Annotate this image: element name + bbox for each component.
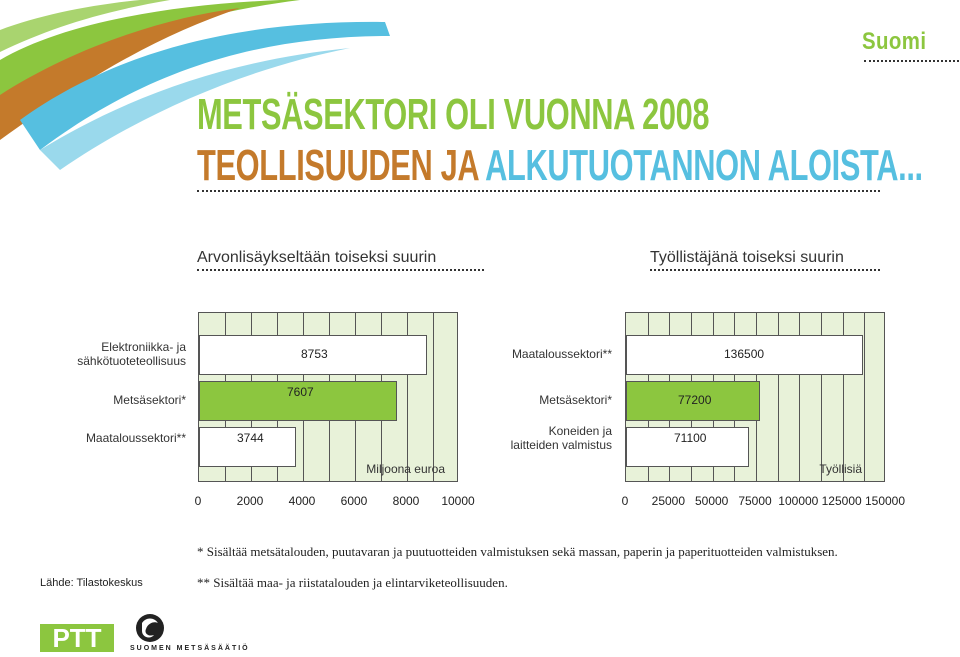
- foundation-logo-text: SUOMEN METSÄSÄÄTIÖ: [130, 645, 250, 652]
- chart-plot-area: [625, 312, 885, 482]
- title-underline: [197, 190, 880, 192]
- title-line-2-part-2: ALKUTUOTANNON ALOISTA...: [485, 141, 923, 190]
- tick-label: 0: [621, 494, 629, 508]
- tick-label: 4000: [288, 494, 316, 508]
- chart-2-title-underline: [650, 269, 880, 271]
- category-label: [0, 340, 186, 368]
- tick-label: 125000: [821, 494, 862, 508]
- category-label-line: Metsäsektori*: [539, 393, 612, 407]
- gridline: [864, 313, 865, 481]
- ptt-logo-text: PTT: [52, 623, 102, 653]
- bar-value-label: 3744: [237, 431, 264, 445]
- tick-label: 75000: [738, 494, 772, 508]
- tick-label: 150000: [864, 494, 906, 508]
- category-label: [412, 393, 612, 407]
- category-label: [412, 347, 612, 361]
- footnote-2: ** Sisältää maa- ja riistatalouden ja elintarviketeollisuuden.: [197, 575, 508, 590]
- chart-2-title: Työllistäjänä toiseksi suurin: [650, 249, 844, 266]
- category-label-line: Maataloussektori**: [511, 347, 612, 361]
- bar-value-label: 7607: [287, 385, 314, 399]
- title-line-1: METSÄSEKTORI OLI VUONNA 2008: [197, 90, 710, 139]
- tick-label: 100000: [778, 494, 819, 508]
- bar-value-label: 136500: [724, 347, 765, 361]
- chart-1-title: Arvonlisäykseltään toiseksi suurin: [197, 249, 437, 266]
- category-label-line: Koneiden ja: [548, 424, 612, 438]
- country-label: Suomi: [862, 28, 927, 55]
- bar-value-label: 77200: [678, 393, 712, 407]
- category-label-line: laitteiden valmistus: [510, 438, 612, 452]
- footnote-1: * Sisältää metsätalouden, puutavaran ja puutuotteiden valmistuksen sekä massan, paperin ja paperituotteiden valmistuksen.: [197, 544, 838, 559]
- source-label: Lähde: Tilastokeskus: [40, 577, 143, 589]
- category-label: [0, 431, 186, 445]
- category-label: [0, 393, 186, 407]
- category-label-line: Elektroniikka- ja: [101, 340, 186, 354]
- tick-label: 6000: [340, 494, 368, 508]
- country-underline: [864, 60, 959, 62]
- tick-label: 0: [194, 494, 202, 508]
- bar-value-label: 71100: [674, 431, 707, 445]
- category-label: [412, 424, 612, 452]
- category-label-line: Maataloussektori**: [85, 431, 186, 445]
- title-line-2-part-1: TEOLLISUUDEN JA: [197, 141, 479, 190]
- category-label-line: Metsäsektori*: [113, 393, 186, 407]
- tick-label: 25000: [651, 494, 686, 508]
- tick-label: 10000: [441, 494, 475, 508]
- tick-label: 50000: [694, 494, 729, 508]
- foundation-logo-icon: [130, 613, 170, 645]
- tick-label: 2000: [236, 494, 264, 508]
- unit-label: Työllisiä: [819, 462, 862, 476]
- ptt-logo: [40, 616, 120, 654]
- title-line-2: [197, 143, 923, 189]
- unit-label: Miljoona euroa: [366, 462, 445, 476]
- bar-value-label: 8753: [301, 347, 328, 361]
- tick-label: 8000: [392, 494, 420, 508]
- chart-1-title-underline: [197, 269, 484, 271]
- category-label-line: sähkötuoteteollisuus: [77, 354, 186, 368]
